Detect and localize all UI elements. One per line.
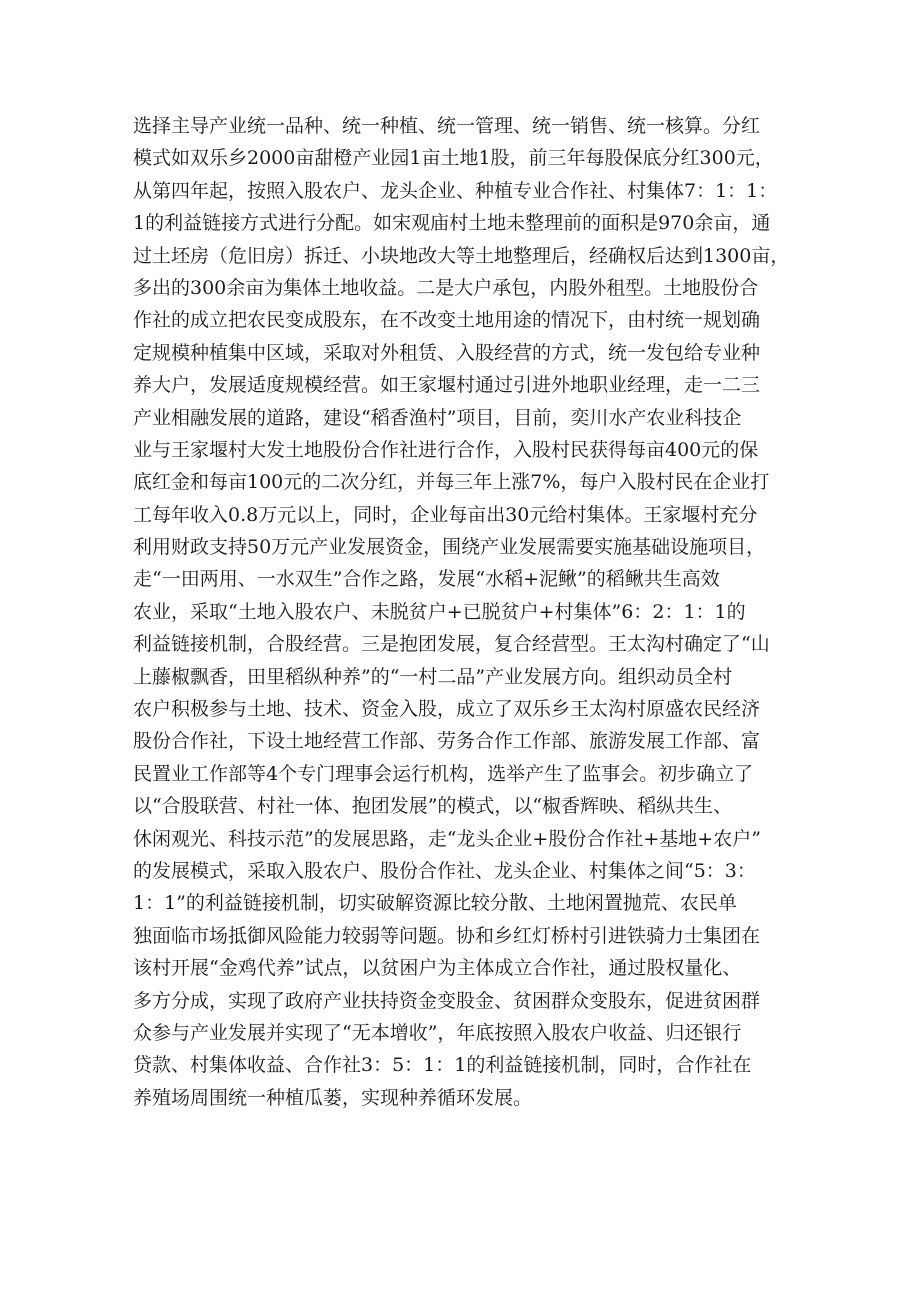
text-line: 产业相融发展的道路，建设“稻香渔村”项目，目前，奕川水产农业科技企 bbox=[133, 406, 742, 429]
body-paragraph bbox=[133, 110, 813, 1114]
text-line: 休闲观光、科技示范”的发展思路，走“龙头企业+股份合作社+基地+农户” bbox=[133, 827, 761, 850]
text-line: 的发展模式，采取入股农户、股份合作社、龙头企业、村集体之间“5：3： bbox=[133, 859, 756, 882]
text-line: 农户积极参与土地、技术、资金入股，成立了双乐乡王太沟村原盛农民经济 bbox=[133, 698, 761, 721]
text-line: 1的利益链接方式进行分配。如宋观庙村土地未整理前的面积是970余亩，通 bbox=[133, 212, 771, 235]
text-line: 走“一田两用、一水双生”合作之路，发展“水稻+泥鳅”的稻鳅共生高效 bbox=[133, 568, 720, 591]
text-line: 业与王家堰村大发土地股份合作社进行合作，入股村民获得每亩400元的保 bbox=[133, 438, 759, 461]
text-line: 养大户，发展适度规模经营。如王家堰村通过引进外地职业经理，走一二三 bbox=[133, 374, 761, 397]
text-line: 股份合作社，下设土地经营工作部、劳务合作工作部、旅游发展工作部、富 bbox=[133, 730, 761, 753]
text-line: 1：1”的利益链接机制，切实破解资源比较分散、土地闲置抛荒、农民单 bbox=[133, 892, 737, 915]
text-line: 贷款、村集体收益、合作社3：5：1：1的利益链接机制，同时，合作社在 bbox=[133, 1054, 752, 1077]
text-line: 底红金和每亩100元的二次分红，并每三年上涨7%，每户入股村民在企业打 bbox=[133, 471, 770, 494]
text-line: 过土坯房（危旧房）拆迁、小块地改大等土地整理后，经确权后达到1300亩， bbox=[133, 244, 790, 267]
text-line: 定规模种植集中区域，采取对外租赁、入股经营的方式，统一发包给专业种 bbox=[133, 341, 761, 364]
text-line: 模式如双乐乡2000亩甜橙产业园1亩土地1股，前三年每股保底分红300元， bbox=[133, 147, 774, 170]
text-line: 该村开展“金鸡代养”试点，以贫困户为主体成立合作社，通过股权量化、 bbox=[133, 957, 742, 980]
text-line: 利益链接机制，合股经营。三是抱团发展，复合经营型。王太沟村确定了“山 bbox=[133, 633, 770, 656]
text-line: 利用财政支持50万元产业发展资金，围绕产业发展需要实施基础设施项目， bbox=[133, 536, 766, 559]
text-line: 众参与产业发展并实现了“无本增收”，年底按照入股农户收益、归还银行 bbox=[133, 1021, 742, 1044]
text-line: 作社的成立把农民变成股东，在不改变土地用途的情况下，由村统一规划确 bbox=[133, 309, 761, 332]
text-line: 上藤椒飘香，田里稻纵种养”的“一村二品”产业发展方向。组织动员全村 bbox=[133, 665, 733, 688]
text-line: 从第四年起，按照入股农户、龙头企业、种植专业合作社、村集体7：1：1： bbox=[133, 179, 778, 202]
text-line: 多出的300余亩为集体土地收益。二是大户承包，内股外租型。土地股份合 bbox=[133, 276, 759, 299]
text-line: 工每年收入0.8万元以上，同时，企业每亩出30元给村集体。王家堰村充分 bbox=[133, 503, 758, 526]
text-line: 农业，采取“土地入股农户、未脱贫户+已脱贫户+村集体”6：2：1：1的 bbox=[133, 600, 746, 623]
text-line: 独面临市场抵御风险能力较弱等问题。协和乡红灯桥村引进铁骑力士集团在 bbox=[133, 924, 761, 947]
text-line: 民置业工作部等4个专门理事会运行机构，选举产生了监事会。初步确立了 bbox=[133, 762, 754, 785]
text-line: 选择主导产业统一品种、统一种植、统一管理、统一销售、统一核算。分红 bbox=[133, 115, 761, 137]
text-line: 养殖场周围统一种植瓜蒌，实现种养循环发展。 bbox=[133, 1086, 533, 1109]
text-line: 多方分成，实现了政府产业扶持资金变股金、贫困群众变股东，促进贫困群 bbox=[133, 989, 761, 1012]
text-line: 以“合股联营、村社一体、抱团发展”的模式，以“椒香辉映、稻纵共生、 bbox=[133, 795, 733, 818]
